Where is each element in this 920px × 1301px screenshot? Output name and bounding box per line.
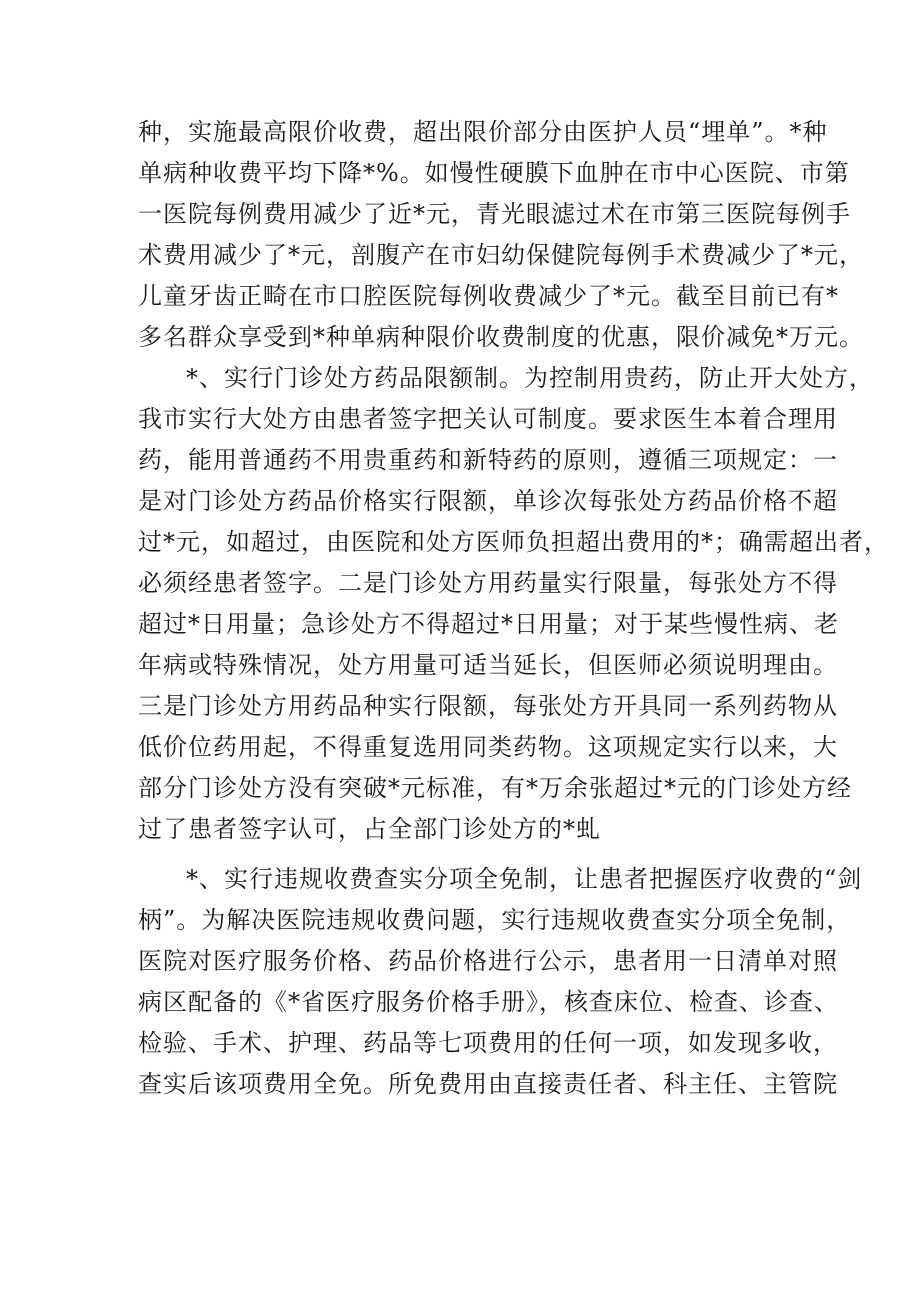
text-line: 柄”。为解决医院违规收费问题，实行违规收费查实分项全免制， xyxy=(138,906,852,934)
text-line: 年病或特殊情况，处方用量可适当延长，但医师必须说明理由。 xyxy=(138,651,838,679)
paragraph-gap xyxy=(138,850,798,859)
text-line: 过*元，如超过，由医院和处方医师负担超出费用的*；确需超出者， xyxy=(138,528,889,556)
text-line: 三是门诊处方用药品种实行限额，每张处方开具同一系列药物从 xyxy=(138,692,838,720)
text-line: 部分门诊处方没有突破*元标准，有*万余张超过*元的门诊处方经 xyxy=(138,774,852,802)
text-line: 病区配备的《*省医疗服务价格手册》，核查床位、检查、诊查、 xyxy=(138,988,839,1016)
text-line: 儿童牙齿正畸在市口腔医院每例收费减少了*元。截至目前已有* xyxy=(138,282,839,310)
text-line: 是对门诊处方药品价格实行限额，单诊次每张处方药品价格不超 xyxy=(138,487,838,515)
text-line: 药，能用普通药不用贵重药和新特药的原则，遵循三项规定：一 xyxy=(138,446,838,474)
text-line: 低价位药用起，不得重复选用同类药物。这项规定实行以来，大 xyxy=(138,733,838,761)
document-body xyxy=(138,112,889,1105)
paragraph-price-cap xyxy=(138,112,864,358)
text-line: 多名群众享受到*种单病种限价收费制度的优惠，限价减免*万元。 xyxy=(138,323,864,351)
text-line: 超过*日用量；急诊处方不得超过*日用量；对于某些慢性病、老 xyxy=(138,610,839,638)
text-line: 术费用减少了*元，剖腹产在市妇幼保健院每例手术费减少了*元， xyxy=(138,241,864,269)
paragraph-prescription-limit xyxy=(138,358,889,850)
text-line: *、实行违规收费查实分项全免制，让患者把握医疗收费的“剑 xyxy=(186,865,863,893)
text-line: 我市实行大处方由患者签字把关认可制度。要求医生本着合理用 xyxy=(138,405,838,433)
text-line: *、实行门诊处方药品限额制。为控制用贵药，防止开大处方， xyxy=(186,364,874,392)
text-line: 医院对医疗服务价格、药品价格进行公示，患者用一日清单对照 xyxy=(138,947,838,975)
text-line: 查实后该项费用全免。所免费用由直接责任者、科主任、主管院 xyxy=(138,1070,838,1098)
text-line: 种，实施最高限价收费，超出限价部分由医护人员“埋单”。*种 xyxy=(138,118,828,146)
paragraph-fee-exemption xyxy=(138,859,863,1105)
text-line: 检验、手术、护理、药品等七项费用的任何一项，如发现多收， xyxy=(138,1029,838,1057)
text-line: 一医院每例费用减少了近*元，青光眼滤过术在市第三医院每例手 xyxy=(138,200,851,228)
text-line: 必须经患者签字。二是门诊处方用药量实行限量，每张处方不得 xyxy=(138,569,838,597)
text-line: 过了患者签字认可，占全部门诊处方的*虬 xyxy=(138,815,601,843)
text-line: 单病种收费平均下降*%。如慢性硬膜下血肿在市中心医院、市第 xyxy=(138,159,850,187)
